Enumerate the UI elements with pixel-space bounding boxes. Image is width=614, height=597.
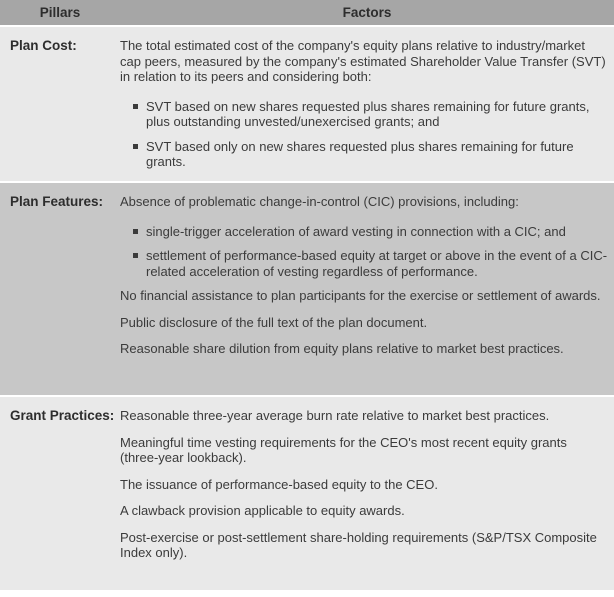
factor-bullet-item [133, 224, 608, 240]
bullet-text: single-trigger acceleration of award vesting in connection with a CIC; and [146, 223, 566, 239]
factor-bullet-item [133, 139, 608, 170]
factor-paragraph: Public disclosure of the full text of the plan document. [120, 314, 428, 330]
pillar-label-plan-features: Plan Features: [10, 194, 104, 209]
pillar-label-plan-cost: Plan Cost: [10, 38, 77, 53]
factor-bullet-list [120, 99, 608, 170]
table-header-row [0, 0, 614, 25]
factor-paragraph: Meaningful time vesting requirements for the CEO's most recent equity grants (three-year lookback). [120, 434, 567, 465]
factor-paragraph: A clawback provision applicable to equity awards. [120, 503, 405, 518]
factor-paragraph: Reasonable share dilution from equity plans relative to market best practices. [120, 341, 564, 356]
row-plan-features [0, 183, 614, 395]
factors-cell-plan-cost [120, 38, 608, 180]
factor-paragraph: The issuance of performance-based equity to the CEO. [120, 476, 438, 492]
bullet-square-icon [133, 253, 138, 258]
factor-bullet-list [120, 224, 608, 280]
factors-cell-grant-practices [120, 408, 608, 589]
header-pillars: Pillars [39, 5, 81, 20]
bullet-square-icon [133, 104, 138, 109]
factor-bullet-item [133, 99, 608, 130]
pillar-label-grant-practices: Grant Practices: [10, 408, 115, 423]
bullet-text: settlement of performance-based equity at target or above in the event of a CIC-related acceleration of vesting regardless of performance. [146, 248, 608, 279]
factor-paragraph: Post-exercise or post-settlement share-holding requirements (S&P/TSX Composite Index only). [120, 529, 597, 560]
row-grant-practices [0, 397, 614, 590]
bullet-square-icon [133, 144, 138, 149]
factor-paragraph: The total estimated cost of the company's equity plans relative to industry/market cap peers, measured by the company's estimated Shareholder Value Transfer (SVT) in relation to its peers and considering both: [120, 38, 606, 84]
factor-bullet-item [133, 248, 608, 279]
factor-paragraph: Absence of problematic change-in-control (CIC) provisions, including: [120, 194, 519, 209]
factors-cell-plan-features [120, 194, 608, 394]
header-factors: Factors [342, 5, 392, 20]
factor-paragraph: Reasonable three-year average burn rate relative to market best practices. [120, 408, 550, 423]
bullet-text: SVT based on new shares requested plus shares remaining for future grants, plus outstanding unvested/unexercised grants; and [146, 98, 590, 129]
bullet-square-icon [133, 229, 138, 234]
bullet-text: SVT based only on new shares requested plus shares remaining for future grants. [146, 138, 574, 169]
row-plan-cost [0, 27, 614, 181]
factor-paragraph: No financial assistance to plan participants for the exercise or settlement of awards. [120, 288, 601, 303]
